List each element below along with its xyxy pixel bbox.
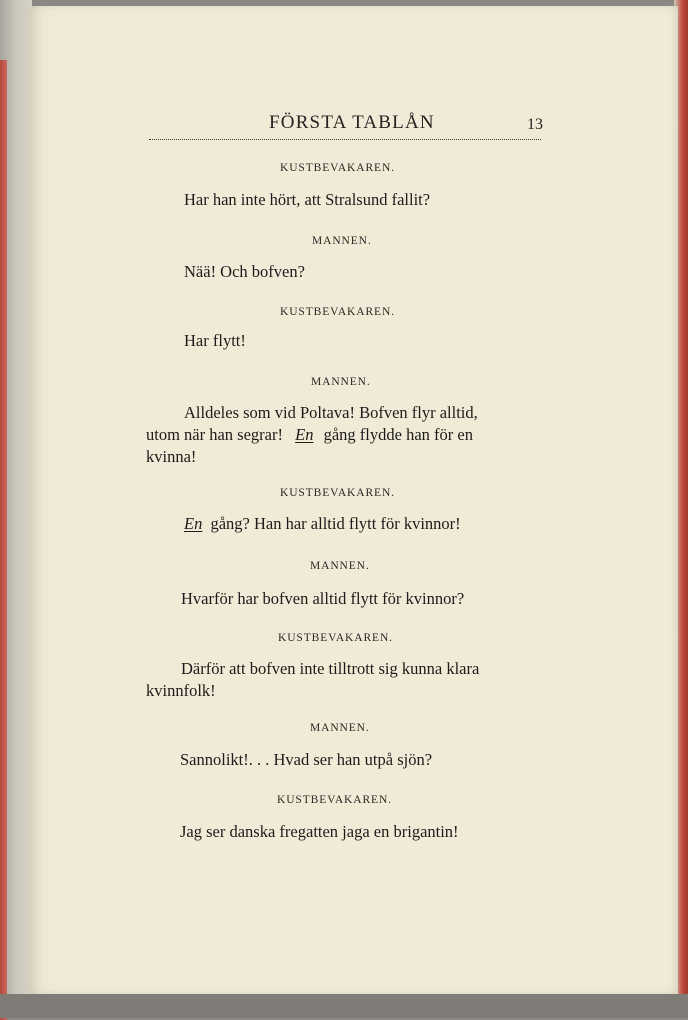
dialogue-line [184,514,461,534]
scan-background [0,994,688,1018]
speaker-label: KUSTBEVAKAREN. [280,162,395,174]
speaker-label: MANNEN. [311,376,371,388]
dialogue-line: Sannolikt!. . . Hvad ser han utpå sjön? [180,750,433,769]
dialogue-line: Har han inte hört, att Stralsund fallit? [184,190,431,209]
book-cover-edge [0,60,7,1020]
page-number: 13 [527,116,543,133]
speaker-label: MANNEN. [312,235,372,247]
header-rule [149,139,541,140]
dialogue-line: kvinna! [146,447,197,466]
speaker-label: MANNEN. [310,722,370,734]
dialogue-line-part: gång? Han har alltid flytt för kvinnor! [210,514,461,533]
dialogue-line: Därför att bofven inte tilltrott sig kunna klara [181,659,480,678]
speaker-label: KUSTBEVAKAREN. [280,487,395,499]
dialogue-line: Jag ser danska fregatten jaga en brigantin! [180,822,459,841]
emphasis-text: En [295,425,314,444]
dialogue-line: Alldeles som vid Poltava! Bofven flyr alltid, [184,403,478,422]
speaker-label: KUSTBEVAKAREN. [280,306,395,318]
running-head: FÖRSTA TABLÅN [269,112,435,133]
dialogue-line-part: utom när han segrar! [146,425,283,444]
speaker-label: KUSTBEVAKAREN. [278,632,393,644]
speaker-label: KUSTBEVAKAREN. [277,794,392,806]
dialogue-line: Hvarför har bofven alltid flytt för kvinnor? [181,589,465,608]
dialogue-line-part: gång flydde han för en [323,425,473,444]
dialogue-line: Har flytt! [184,331,246,350]
emphasis-text: En [184,514,203,533]
book-page [30,6,678,994]
dialogue-line: Nää! Och bofven? [184,262,305,281]
dialogue-line [146,425,540,445]
speaker-label: MANNEN. [310,560,370,572]
dialogue-line: kvinnfolk! [146,681,216,700]
